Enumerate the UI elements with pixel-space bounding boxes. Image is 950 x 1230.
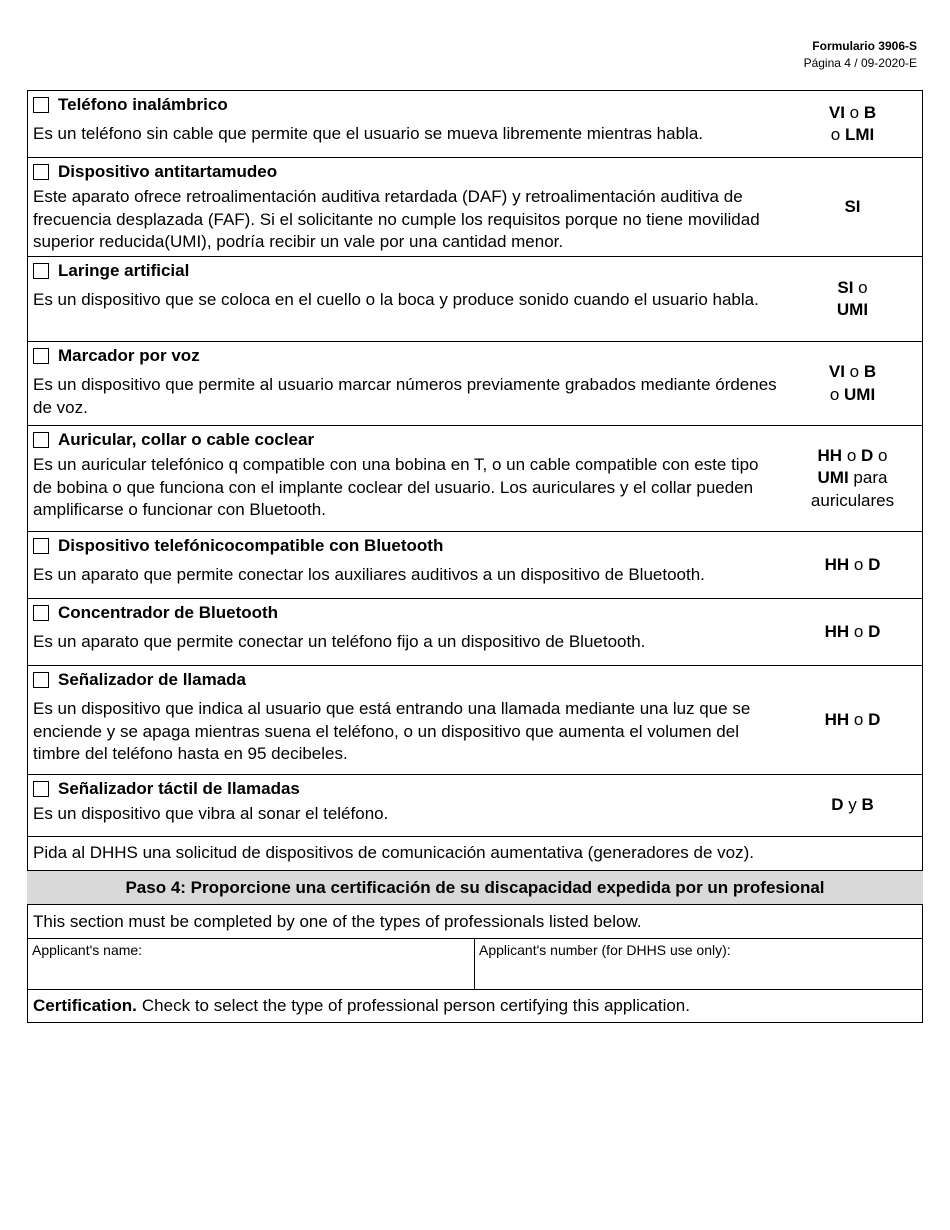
device-name: Dispositivo telefónicocompatible con Bluetooth <box>58 535 444 555</box>
device-description: Es un dispositivo que se coloca en el cuello o la boca y produce sonido cuando el usuario habla. <box>33 290 759 309</box>
device-checkbox[interactable] <box>33 263 49 279</box>
device-row <box>27 257 923 342</box>
device-checkbox[interactable] <box>33 348 49 364</box>
device-description-cell <box>28 91 783 157</box>
device-description: Este aparato ofrece retroalimentación auditiva retardada (DAF) y retroalimentación auditiva de frecuencia desplazada (FAF). Si el solicitante no cumple los requisitos porque no tiene movilidad superior reducida(UMI), podría recibir un vale por una cantidad menor. <box>33 187 760 251</box>
device-checkbox[interactable] <box>33 432 49 448</box>
device-row <box>27 342 923 426</box>
device-name: Teléfono inalámbrico <box>58 94 228 114</box>
page-info: Página 4 / 09-2020-E <box>803 56 917 70</box>
device-checkbox[interactable] <box>33 605 49 621</box>
device-name: Auricular, collar o cable coclear <box>58 429 315 449</box>
certification-line <box>28 990 922 1022</box>
eligibility-code: HH o D o UMI para auriculares <box>810 445 895 510</box>
device-row <box>27 158 923 257</box>
device-description: Es un dispositivo que vibra al sonar el teléfono. <box>33 804 389 823</box>
device-title <box>33 601 779 625</box>
device-row <box>27 90 923 158</box>
device-description: Es un dispositivo que permite al usuario marcar números previamente grabados mediante órdenes de voz. <box>33 375 777 417</box>
device-description: Es un aparato que permite conectar un teléfono fijo a un dispositivo de Bluetooth. <box>33 632 646 651</box>
device-title <box>33 344 779 368</box>
device-name: Señalizador táctil de llamadas <box>58 778 300 798</box>
device-name: Concentrador de Bluetooth <box>58 602 279 622</box>
device-description: Es un auricular telefónico q compatible con una bobina en T, o un cable compatible con este tipo de bobina o que funciona con el implante coclear del usuario. Los auriculares y el collar pueden amplificarse o funcionar con Bluetooth. <box>33 455 759 519</box>
certification-text: Check to select the type of professional person certifying this application. <box>141 996 690 1015</box>
device-description-cell <box>28 666 783 774</box>
eligibility-code: VI o B o UMI <box>828 362 877 404</box>
device-title <box>33 534 779 558</box>
applicant-name-field[interactable] <box>28 939 475 989</box>
device-description-cell <box>28 426 783 531</box>
device-row <box>27 599 923 666</box>
device-description-cell <box>28 775 783 836</box>
device-description-cell <box>28 599 783 665</box>
devices-table <box>27 90 923 871</box>
device-title <box>33 160 779 184</box>
applicant-fields <box>28 939 922 990</box>
device-description-cell <box>28 257 783 341</box>
device-title <box>33 428 779 452</box>
device-checkbox[interactable] <box>33 538 49 554</box>
certification-bold: Certification. <box>33 996 137 1015</box>
device-name: Marcador por voz <box>58 345 200 365</box>
applicant-number-field[interactable] <box>475 939 922 989</box>
form-number: Formulario 3906-S <box>812 39 917 53</box>
eligibility-code: SI o UMI <box>836 277 869 319</box>
device-description-cell <box>28 158 783 256</box>
eligibility-code: HH o D <box>824 709 881 729</box>
device-title <box>33 93 779 117</box>
eligibility-code: D y B <box>831 795 874 815</box>
device-title <box>33 668 779 692</box>
device-checkbox[interactable] <box>33 97 49 113</box>
aac-request-note: Pida al DHHS una solicitud de dispositivos de comunicación aumentativa (generadores de voz). <box>27 837 923 871</box>
device-checkbox[interactable] <box>33 781 49 797</box>
device-name: Dispositivo antitartamudeo <box>58 161 278 181</box>
certification-section <box>27 904 923 1023</box>
applicant-name-label: Applicant's name: <box>32 942 143 958</box>
eligibility-code: SI <box>844 196 861 216</box>
device-row <box>27 775 923 837</box>
device-checkbox[interactable] <box>33 672 49 688</box>
applicant-number-label: Applicant's number (for DHHS use only): <box>479 942 731 958</box>
eligibility-code: VI o B o LMI <box>828 102 877 144</box>
device-checkbox[interactable] <box>33 164 49 180</box>
device-description: Es un dispositivo que indica al usuario que está entrando una llamada mediante una luz que se enciende y se apaga mientras suena el teléfono, o un dispositivo que aumenta el volumen del timbre del teléfono hasta en 95 decibeles. <box>33 699 751 763</box>
device-description: Es un teléfono sin cable que permite que el usuario se mueva libremente mientras habla. <box>33 124 703 143</box>
eligibility-code: HH o D <box>824 554 881 574</box>
step4-title: Paso 4: Proporcione una certificación de su discapacidad expedida por un profesional <box>27 871 923 904</box>
device-description-cell <box>28 532 783 598</box>
device-row <box>27 426 923 532</box>
device-description: Es un aparato que permite conectar los auxiliares auditivos a un dispositivo de Bluetooth. <box>33 565 705 584</box>
device-row <box>27 666 923 775</box>
device-title <box>33 259 779 283</box>
device-title <box>33 777 779 801</box>
device-name: Señalizador de llamada <box>58 669 247 689</box>
device-description-cell <box>28 342 783 425</box>
eligibility-code: HH o D <box>824 621 881 641</box>
device-name: Laringe artificial <box>58 260 190 280</box>
device-row <box>27 532 923 599</box>
form-header <box>804 38 917 72</box>
step4-intro: This section must be completed by one of the types of professionals listed below. <box>28 905 922 939</box>
